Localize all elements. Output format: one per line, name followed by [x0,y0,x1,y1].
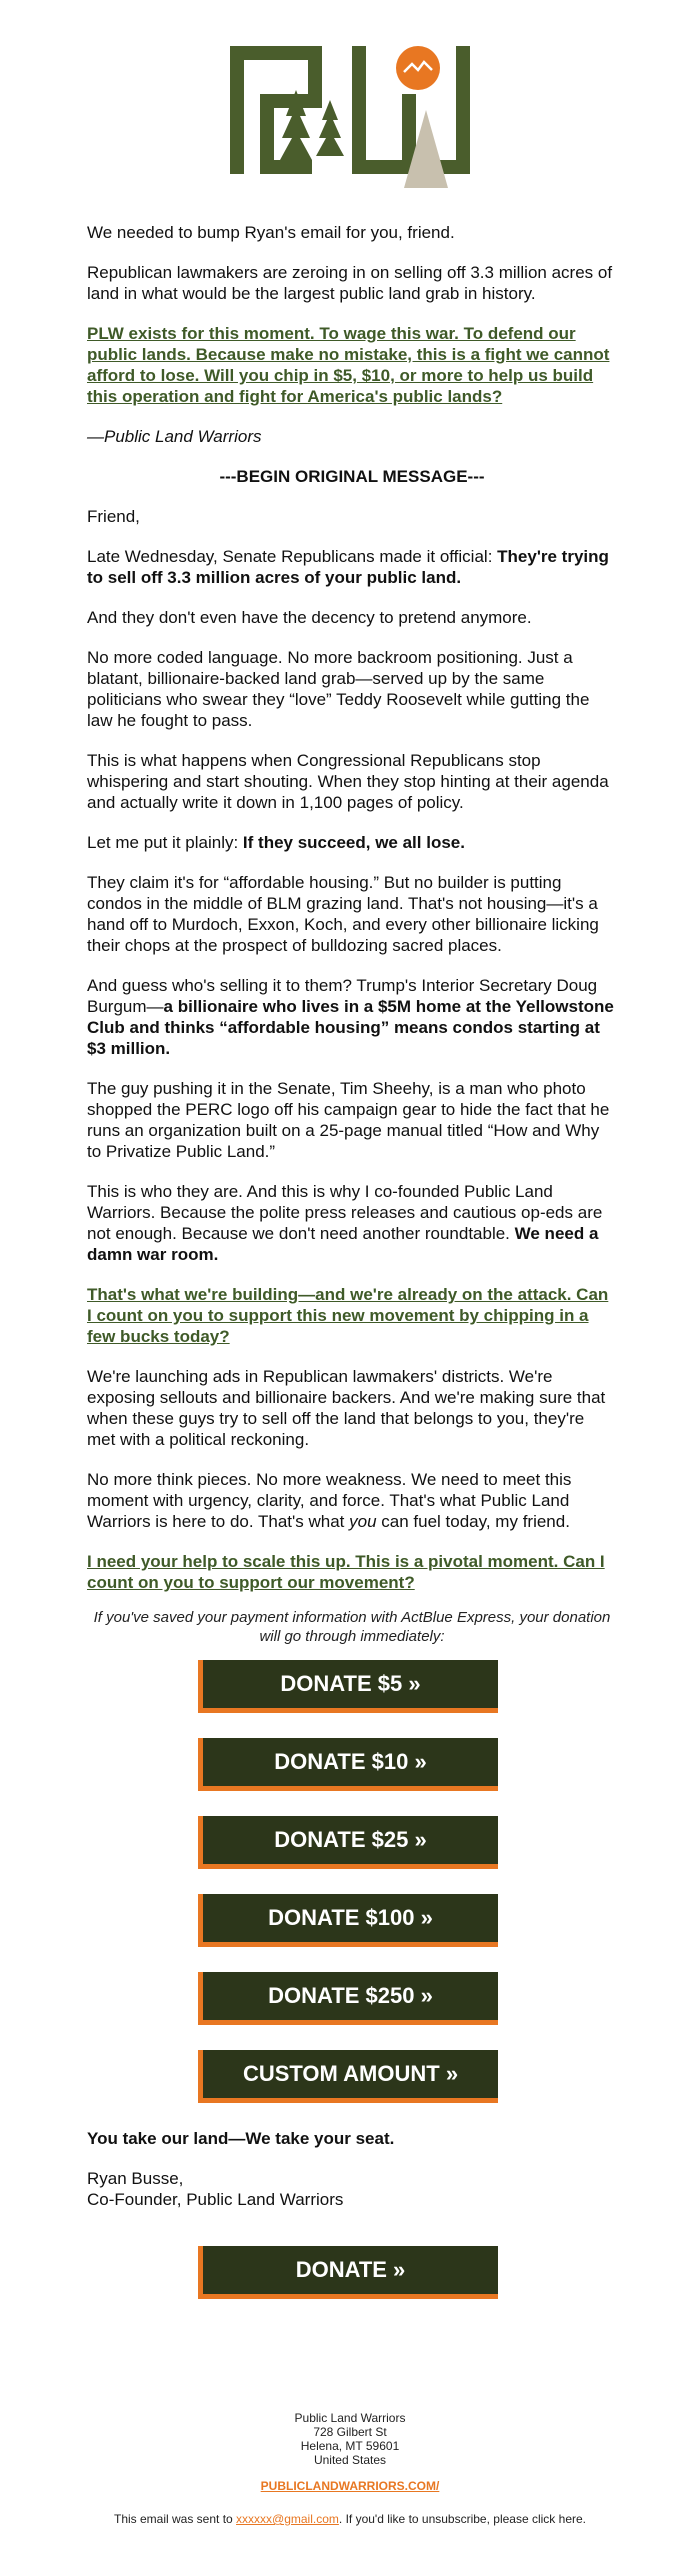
paragraph: This is what happens when Congressional Republicans stop whispering and start shouting. When they stop hinting at their agenda and actually write it down in 1,100 pages of policy. [87,751,609,812]
plw-logo-mark [230,38,470,188]
donate-10-button[interactable]: DONATE $10 » [198,1738,498,1791]
footer-org: Public Land Warriors [294,2411,406,2425]
italic-text: you [349,1512,377,1531]
paragraph [87,832,617,853]
plw-logo[interactable] [230,38,470,188]
footer-country: United States [313,2453,387,2467]
intro-text: We needed to bump Ryan's email for you, friend. [87,223,455,242]
cta-link[interactable]: That's what we're building—and we're already on the attack. Can I count on you to support this new movement by chipping in a few bucks today? [87,1285,609,1346]
footer-street: 728 Gilbert St [313,2425,387,2439]
text: No more think pieces. No more weakness. We need to meet this moment with urgency, clarity, and force. That's what Public Land Warriors is here to do. That's what [87,1470,572,1531]
donate-100-button[interactable]: DONATE $100 » [198,1894,498,1947]
bold-text: They're trying to sell off 3.3 million acres of your public land. [87,547,609,587]
bold-text: If they succeed, we all lose. [242,833,465,852]
donate-5-button[interactable]: DONATE $5 » [198,1660,498,1713]
sign-name: Ryan Busse, [87,2169,184,2188]
donate-main-button[interactable]: DONATE » [198,2246,498,2299]
unsubscribe-text [0,2512,700,2526]
paragraph [87,1181,617,1265]
unsubscribe-link[interactable]: . If you'd like to unsubscribe, please click here. [338,2512,586,2526]
bold-text: a billionaire who lives in a $5M home at the Yellowstone Club and thinks “affordable housing” means condos starting at $3 million. [87,997,614,1058]
paragraph: No more coded language. No more backroom positioning. Just a blatant, billionaire-backed land grab—served up by the same politicians who swear they “love” Teddy Roosevelt while gutting the law he fought to pass. [87,648,590,730]
text: can fuel today, my friend. [376,1512,570,1531]
paragraph [87,1469,617,1532]
bold-text: We need a damn war room. [87,1224,599,1264]
donate-250-button[interactable]: DONATE $250 » [198,1972,498,2025]
paragraph: They claim it's for “affordable housing.” But no builder is putting condos in the middle of BLM grazing land. That's not housing—it's a hand off to Murdoch, Exxon, Koch, and every other billionaire licking their chops at the prospect of bulldozing sacred places. [87,873,599,955]
custom-amount-button[interactable]: CUSTOM AMOUNT » [198,2050,498,2103]
cta-link[interactable]: PLW exists for this moment. To wage this war. To defend our public lands. Because make no mistake, this is a fight we cannot afford to lose. Will you chip in $5, $10, or more to help us build this operation and fight for America's public lands? [87,324,610,406]
greeting: Friend, [87,507,140,526]
cta-link[interactable]: I need your help to scale this up. This is a pivotal moment. Can I count on you to support our movement? [87,1552,605,1592]
paragraph: Republican lawmakers are zeroing in on selling off 3.3 million acres of land in what would be the largest public land grab in history. [87,263,613,303]
footer-city: Helena, MT 59601 [300,2439,400,2453]
sign-off [87,2168,617,2210]
actblue-express-note: If you've saved your payment information with ActBlue Express, your donation will go through immediately: [93,1609,611,1645]
text: This email was sent to [113,2512,237,2526]
signature: —Public Land Warriors [87,427,262,446]
paragraph: The guy pushing it in the Senate, Tim Sheehy, is a man who photo shopped the PERC logo off his campaign gear to hide the fact that he runs an organization built on a 25-page manual titled “How and Why to Privatize Public Land.” [87,1079,610,1161]
email-body [87,222,617,2210]
footer [0,2411,700,2526]
paragraph [87,546,617,588]
paragraph [87,975,617,1059]
recipient-email[interactable]: xxxxxx@gmail.com [236,2512,339,2526]
closing-line: You take our land—We take your seat. [87,2129,395,2148]
sign-title: Co-Founder, Public Land Warriors [87,2190,344,2209]
begin-original-message: ---BEGIN ORIGINAL MESSAGE--- [219,467,485,486]
paragraph: We're launching ads in Republican lawmakers' districts. We're exposing sellouts and billionaire backers. And we're making sure that when these guys try to sell off the land that belongs to you, they're met with a political reckoning. [87,1367,606,1449]
paragraph: And they don't even have the decency to pretend anymore. [87,608,532,627]
tree-icon [316,100,344,156]
donate-25-button[interactable]: DONATE $25 » [198,1816,498,1869]
text: And guess who's selling it to them? Trump's Interior Secretary Doug Burgum— [87,976,598,1016]
text: Late Wednesday, Senate Republicans made it official: [87,547,498,566]
website-link[interactable]: PUBLICLANDWARRIORS.COM/ [260,2479,440,2493]
text: Let me put it plainly: [87,833,243,852]
text: This is who they are. And this is why I co-founded Public Land Warriors. Because the polite press releases and cautious op-eds are not enough. Because we don't need another roundtable. [87,1182,603,1243]
